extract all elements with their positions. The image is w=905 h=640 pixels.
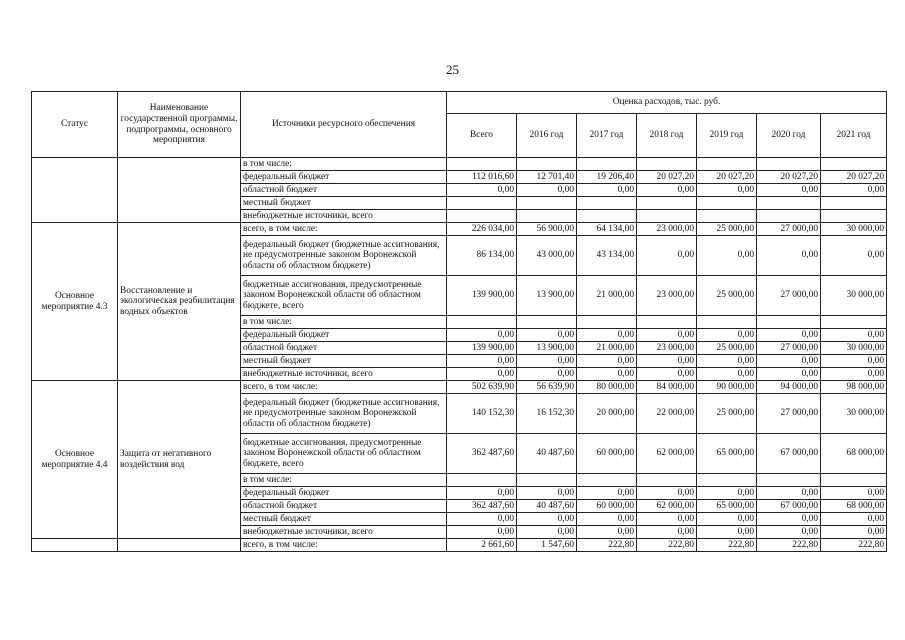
- header-col-total: Всего: [447, 114, 517, 158]
- source-cell: бюджетные ассигнования, предусмотренные законом Воронежской области об областном бюджете, всего: [241, 276, 447, 316]
- value-cell: 30 000,00: [821, 276, 887, 316]
- value-cell: [447, 474, 517, 487]
- value-cell: 0,00: [757, 368, 821, 381]
- value-cell: 0,00: [821, 329, 887, 342]
- value-cell: [447, 316, 517, 329]
- value-cell: 0,00: [517, 513, 577, 526]
- value-cell: 68 000,00: [821, 434, 887, 474]
- value-cell: 25 000,00: [697, 342, 757, 355]
- header-col-2021: 2021 год: [821, 114, 887, 158]
- value-cell: [447, 210, 517, 223]
- source-cell: в том числе:: [241, 474, 447, 487]
- value-cell: [637, 210, 697, 223]
- value-cell: [637, 316, 697, 329]
- value-cell: 94 000,00: [757, 381, 821, 394]
- header-col-2017: 2017 год: [577, 114, 637, 158]
- value-cell: 1 547,60: [517, 539, 577, 552]
- value-cell: 27 000,00: [757, 276, 821, 316]
- page-number: 25: [446, 62, 459, 77]
- value-cell: [517, 316, 577, 329]
- value-cell: 65 000,00: [697, 500, 757, 513]
- value-cell: 502 639,90: [447, 381, 517, 394]
- value-cell: 362 487,60: [447, 434, 517, 474]
- value-cell: 62 000,00: [637, 434, 697, 474]
- value-cell: 222,80: [757, 539, 821, 552]
- table-row: [32, 539, 887, 552]
- value-cell: 0,00: [697, 236, 757, 276]
- value-cell: 60 000,00: [577, 434, 637, 474]
- value-cell: 25 000,00: [697, 276, 757, 316]
- value-cell: 22 000,00: [637, 394, 697, 434]
- value-cell: 20 027,20: [637, 171, 697, 184]
- value-cell: 68 000,00: [821, 500, 887, 513]
- value-cell: 0,00: [697, 355, 757, 368]
- value-cell: 222,80: [577, 539, 637, 552]
- value-cell: 90 000,00: [697, 381, 757, 394]
- value-cell: 0,00: [447, 368, 517, 381]
- value-cell: 0,00: [517, 487, 577, 500]
- value-cell: 0,00: [447, 184, 517, 197]
- value-cell: 30 000,00: [821, 223, 887, 236]
- value-cell: [697, 474, 757, 487]
- value-cell: 0,00: [821, 513, 887, 526]
- value-cell: 0,00: [757, 355, 821, 368]
- value-cell: 0,00: [637, 184, 697, 197]
- name-cell: [118, 539, 241, 552]
- value-cell: 222,80: [637, 539, 697, 552]
- source-cell: федеральный бюджет (бюджетные ассигнования, не предусмотренные законом Воронежской области об областном бюджете): [241, 236, 447, 276]
- source-cell: всего, в том числе:: [241, 539, 447, 552]
- value-cell: [447, 158, 517, 171]
- value-cell: [637, 158, 697, 171]
- source-cell: внебюджетные источники, всего: [241, 526, 447, 539]
- value-cell: 0,00: [697, 526, 757, 539]
- value-cell: 23 000,00: [637, 223, 697, 236]
- value-cell: 16 152,30: [517, 394, 577, 434]
- value-cell: 84 000,00: [637, 381, 697, 394]
- value-cell: 0,00: [637, 526, 697, 539]
- value-cell: 0,00: [757, 526, 821, 539]
- value-cell: 0,00: [517, 329, 577, 342]
- value-cell: [517, 210, 577, 223]
- value-cell: [821, 474, 887, 487]
- value-cell: 0,00: [447, 329, 517, 342]
- status-cell: [32, 158, 118, 223]
- value-cell: 140 152,30: [447, 394, 517, 434]
- value-cell: 0,00: [821, 526, 887, 539]
- table-row: [32, 381, 887, 394]
- header-col-2018: 2018 год: [637, 114, 697, 158]
- value-cell: [757, 158, 821, 171]
- value-cell: 23 000,00: [637, 276, 697, 316]
- value-cell: 56 900,00: [517, 223, 577, 236]
- header-name: Наименование государственной программы, подпрограммы, основного мероприятия: [118, 92, 241, 158]
- header-source: Источники ресурсного обеспечения: [241, 92, 447, 158]
- value-cell: 0,00: [821, 355, 887, 368]
- header-estimate: Оценка расходов, тыс. руб.: [447, 92, 887, 114]
- value-cell: 67 000,00: [757, 500, 821, 513]
- value-cell: 27 000,00: [757, 223, 821, 236]
- value-cell: 0,00: [577, 368, 637, 381]
- budget-table: [31, 91, 887, 552]
- value-cell: 0,00: [447, 355, 517, 368]
- value-cell: 13 900,00: [517, 276, 577, 316]
- value-cell: [637, 197, 697, 210]
- name-cell: Защита от негативного воздействия вод: [118, 381, 241, 539]
- value-cell: 0,00: [637, 355, 697, 368]
- value-cell: 13 900,00: [517, 342, 577, 355]
- source-cell: федеральный бюджет: [241, 329, 447, 342]
- header-col-2019: 2019 год: [697, 114, 757, 158]
- value-cell: 0,00: [821, 236, 887, 276]
- value-cell: 20 027,20: [821, 171, 887, 184]
- value-cell: 0,00: [821, 184, 887, 197]
- header-status: Статус: [32, 92, 118, 158]
- value-cell: 2 661,60: [447, 539, 517, 552]
- value-cell: 86 134,00: [447, 236, 517, 276]
- value-cell: 65 000,00: [697, 434, 757, 474]
- source-cell: внебюджетные источники, всего: [241, 368, 447, 381]
- value-cell: [447, 197, 517, 210]
- value-cell: 0,00: [757, 487, 821, 500]
- value-cell: 30 000,00: [821, 394, 887, 434]
- value-cell: 0,00: [637, 513, 697, 526]
- value-cell: 0,00: [821, 487, 887, 500]
- source-cell: федеральный бюджет (бюджетные ассигнования, не предусмотренные законом Воронежской области об областном бюджете): [241, 394, 447, 434]
- name-cell: [118, 158, 241, 223]
- source-cell: внебюджетные источники, всего: [241, 210, 447, 223]
- value-cell: 139 900,00: [447, 342, 517, 355]
- value-cell: 43 000,00: [517, 236, 577, 276]
- value-cell: [697, 158, 757, 171]
- source-cell: в том числе:: [241, 316, 447, 329]
- value-cell: [757, 210, 821, 223]
- value-cell: [637, 474, 697, 487]
- value-cell: [757, 197, 821, 210]
- source-cell: федеральный бюджет: [241, 487, 447, 500]
- value-cell: 43 134,00: [577, 236, 637, 276]
- value-cell: 25 000,00: [697, 223, 757, 236]
- value-cell: 0,00: [697, 329, 757, 342]
- value-cell: 21 000,00: [577, 342, 637, 355]
- value-cell: 67 000,00: [757, 434, 821, 474]
- value-cell: 20 000,00: [577, 394, 637, 434]
- source-cell: бюджетные ассигнования, предусмотренные законом Воронежской области об областном бюджете, всего: [241, 434, 447, 474]
- value-cell: 0,00: [757, 236, 821, 276]
- value-cell: 40 487,60: [517, 434, 577, 474]
- value-cell: 0,00: [577, 526, 637, 539]
- value-cell: 60 000,00: [577, 500, 637, 513]
- value-cell: 222,80: [821, 539, 887, 552]
- value-cell: 20 027,20: [757, 171, 821, 184]
- value-cell: 27 000,00: [757, 394, 821, 434]
- value-cell: 40 487,60: [517, 500, 577, 513]
- source-cell: всего, в том числе:: [241, 381, 447, 394]
- value-cell: [821, 316, 887, 329]
- value-cell: 0,00: [757, 513, 821, 526]
- value-cell: 0,00: [577, 487, 637, 500]
- value-cell: [577, 158, 637, 171]
- value-cell: [757, 316, 821, 329]
- source-cell: всего, в том числе:: [241, 223, 447, 236]
- value-cell: [517, 474, 577, 487]
- value-cell: 0,00: [447, 487, 517, 500]
- value-cell: 0,00: [697, 487, 757, 500]
- value-cell: 0,00: [757, 329, 821, 342]
- value-cell: 0,00: [697, 513, 757, 526]
- value-cell: 0,00: [697, 368, 757, 381]
- value-cell: 98 000,00: [821, 381, 887, 394]
- value-cell: 222,80: [697, 539, 757, 552]
- value-cell: 23 000,00: [637, 342, 697, 355]
- source-cell: местный бюджет: [241, 513, 447, 526]
- value-cell: 20 027,20: [697, 171, 757, 184]
- value-cell: 0,00: [517, 526, 577, 539]
- value-cell: 0,00: [637, 368, 697, 381]
- value-cell: 0,00: [517, 368, 577, 381]
- status-cell: [32, 539, 118, 552]
- value-cell: [821, 210, 887, 223]
- source-cell: областной бюджет: [241, 342, 447, 355]
- value-cell: [697, 197, 757, 210]
- value-cell: 139 900,00: [447, 276, 517, 316]
- value-cell: 64 134,00: [577, 223, 637, 236]
- table-row: [32, 223, 887, 236]
- value-cell: 62 000,00: [637, 500, 697, 513]
- value-cell: [517, 197, 577, 210]
- status-cell: Основное мероприятие 4.4: [32, 381, 118, 539]
- value-cell: 0,00: [757, 184, 821, 197]
- source-cell: в том числе:: [241, 158, 447, 171]
- value-cell: 0,00: [637, 236, 697, 276]
- value-cell: 0,00: [577, 513, 637, 526]
- value-cell: [757, 474, 821, 487]
- value-cell: 19 206,40: [577, 171, 637, 184]
- value-cell: 56 639,90: [517, 381, 577, 394]
- value-cell: 0,00: [577, 329, 637, 342]
- source-cell: областной бюджет: [241, 184, 447, 197]
- value-cell: 0,00: [577, 184, 637, 197]
- value-cell: [821, 197, 887, 210]
- value-cell: 21 000,00: [577, 276, 637, 316]
- value-cell: 0,00: [447, 526, 517, 539]
- source-cell: областной бюджет: [241, 500, 447, 513]
- value-cell: [577, 474, 637, 487]
- source-cell: федеральный бюджет: [241, 171, 447, 184]
- value-cell: 112 016,60: [447, 171, 517, 184]
- value-cell: [821, 158, 887, 171]
- value-cell: 226 034,00: [447, 223, 517, 236]
- value-cell: 27 000,00: [757, 342, 821, 355]
- value-cell: 362 487,60: [447, 500, 517, 513]
- value-cell: 0,00: [637, 487, 697, 500]
- header-col-2016: 2016 год: [517, 114, 577, 158]
- value-cell: [577, 316, 637, 329]
- value-cell: 30 000,00: [821, 342, 887, 355]
- source-cell: местный бюджет: [241, 197, 447, 210]
- value-cell: 0,00: [517, 184, 577, 197]
- value-cell: 0,00: [697, 184, 757, 197]
- value-cell: 0,00: [821, 368, 887, 381]
- value-cell: 80 000,00: [577, 381, 637, 394]
- table-row: [32, 158, 887, 171]
- value-cell: 0,00: [577, 355, 637, 368]
- value-cell: [517, 158, 577, 171]
- header-col-2020: 2020 год: [757, 114, 821, 158]
- value-cell: [697, 316, 757, 329]
- value-cell: 0,00: [637, 329, 697, 342]
- source-cell: местный бюджет: [241, 355, 447, 368]
- value-cell: [577, 210, 637, 223]
- value-cell: 0,00: [447, 513, 517, 526]
- value-cell: 25 000,00: [697, 394, 757, 434]
- name-cell: Восстановление и экологическая реабилитация водных объектов: [118, 223, 241, 381]
- value-cell: 0,00: [517, 355, 577, 368]
- status-cell: Основное мероприятие 4.3: [32, 223, 118, 381]
- value-cell: [577, 197, 637, 210]
- value-cell: [697, 210, 757, 223]
- value-cell: 12 701,40: [517, 171, 577, 184]
